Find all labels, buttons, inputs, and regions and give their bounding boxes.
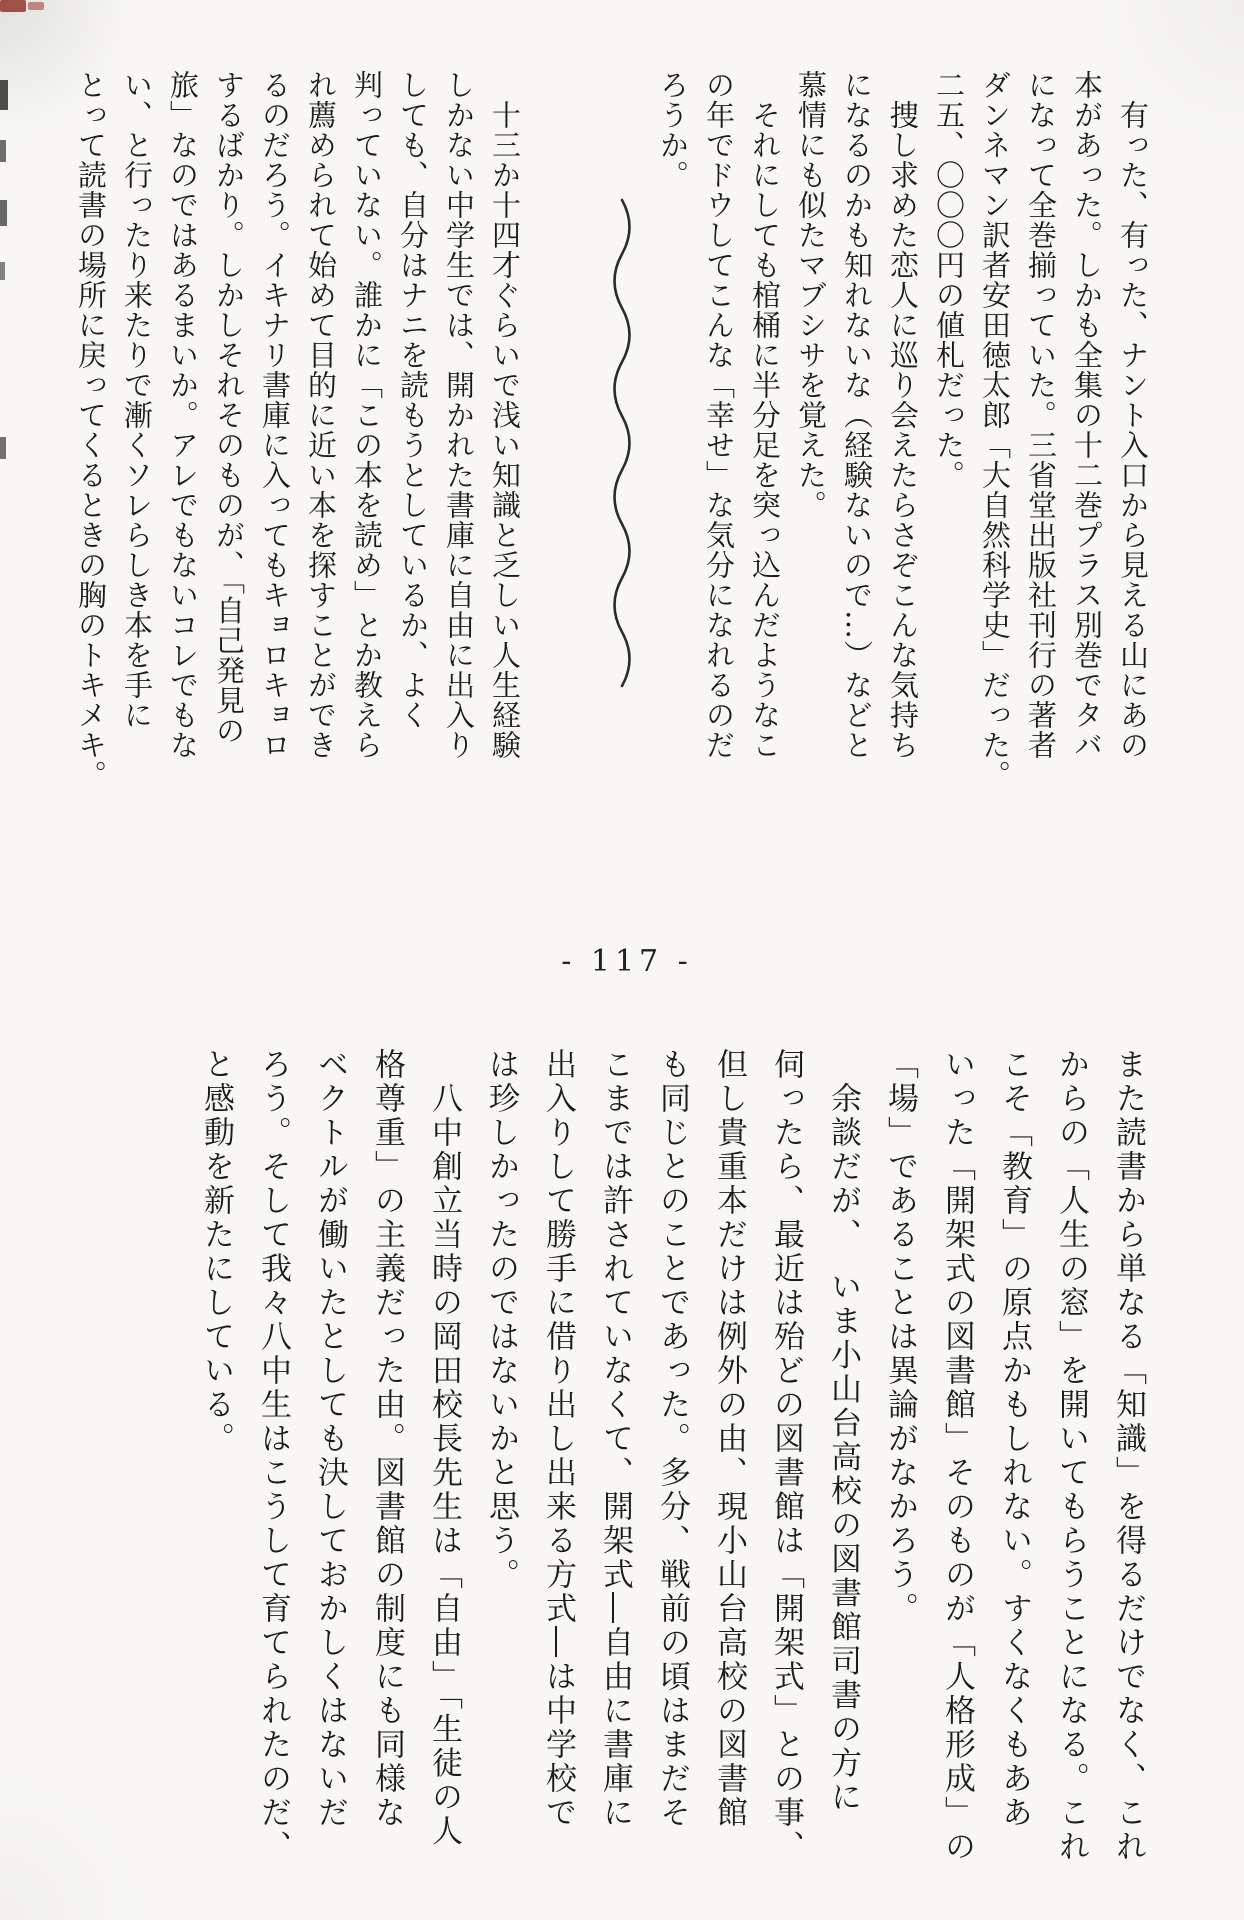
bottom-text-block [187, 1048, 1156, 1912]
text-column: ダンネマン訳者安田徳太郎「大自然科学史」だった。 [978, 70, 1012, 790]
text-column: からの「人生の窓」を開いてもらうことになる。これ [1053, 1048, 1089, 1864]
top-columns-group-1 [650, 70, 1156, 790]
scan-stain [28, 2, 44, 10]
text-column: 格尊重」の主義だった由。図書館の制度にも同様な [369, 1048, 405, 1830]
text-column: 伺ったら、最近は殆どの図書館は「開架式」との事、 [768, 1048, 804, 1864]
text-column: になって全巻揃っていた。三省堂出版社刊行の著者 [1024, 70, 1058, 760]
text-column: 有った、有った、ナント入口から見える山にあの [1116, 70, 1150, 760]
text-column: 出入りして勝手に借り出し出来る方式―は中学校で [540, 1048, 576, 1830]
text-column: 但し貴重本だけは例外の由、現小山台高校の図書館 [711, 1048, 747, 1830]
top-columns-group-2 [68, 70, 528, 790]
scan-edge-mark [0, 200, 7, 226]
section-divider [602, 70, 642, 786]
text-column: の年でドウしてこんな「幸せ」な気分になれるのだ [702, 70, 736, 760]
text-column: 旅」なのではあるまいか。アレでもないコレでもな [166, 70, 200, 760]
text-column: 八中創立当時の岡田校長先生は「自由」「生徒の人 [426, 1048, 462, 1849]
text-column: こまでは許されていなくて、開架式―自由に書庫に [597, 1048, 633, 1830]
text-column: 余談だが、 いま小山台高校の図書館司書の方に [825, 1048, 861, 1815]
scan-edge-mark [0, 437, 6, 459]
scan-edge-mark [0, 80, 8, 110]
text-column: も同じとのことであった。多分、戦前の頃はまだそ [654, 1048, 690, 1830]
text-column: いった「開架式の図書館」そのものが「人格形成」の [939, 1048, 975, 1864]
text-column: こそ「教育」の原点かもしれない。すくなくもああ [996, 1048, 1032, 1830]
text-column: 慕情にも似たマブシサを覚えた。 [794, 70, 828, 520]
page-number: - 117 - [561, 944, 693, 979]
text-column: また読書から単なる「知識」を得るだけでなく、これ [1110, 1048, 1146, 1864]
text-column: それにしても棺桶に半分足を突っ込んだようなこ [748, 70, 782, 760]
text-column: ベクトルが働いたとしても決しておかしくはないだ [312, 1048, 348, 1830]
text-column: とって読書の場所に戻ってくるときの胸のトキメキ。 [74, 70, 108, 790]
scan-edge-mark [0, 262, 5, 280]
text-column: 本があった。しかも全集の十二巻プラス別巻でタバ [1070, 70, 1104, 760]
text-column: ろう。そして我々八中生はこうして育てられたのだ、 [255, 1048, 291, 1864]
text-column: 捜し求めた恋人に巡り会えたらさぞこんな気持ち [886, 70, 920, 760]
scan-edge-mark [0, 140, 6, 162]
text-column: 判っていない。誰かに「この本を読め」とか教えら [350, 70, 384, 760]
text-column: になるのかも知れないな（経験ないので…）などと [840, 70, 874, 760]
bottom-columns-group [187, 1048, 1156, 1912]
text-column: するばかり。しかしそれそのものが、「自己発見の [212, 70, 246, 746]
text-column: しても、自分はナニを読もうとしているか、よく [396, 70, 430, 730]
scan-stain [0, 0, 26, 12]
text-column: 二五、〇〇〇円の値札だった。 [932, 70, 966, 490]
text-column: 十三か十四才ぐらいで浅い知識と乏しい人生経験 [488, 70, 522, 760]
text-column: ろうか。 [656, 70, 690, 190]
top-text-block [68, 70, 1156, 790]
text-column: しかない中学生では、開かれた書庫に自由に出入り [442, 70, 476, 760]
text-column: と感動を新たにしている。 [198, 1048, 234, 1456]
text-column: い、と行ったり来たりで漸くソレらしき本を手に [120, 70, 154, 730]
text-column: は珍しかったのではないかと思う。 [483, 1048, 519, 1592]
text-column: れ薦められて始めて目的に近い本を探すことができ [304, 70, 338, 760]
text-column: るのだろう。イキナリ書庫に入ってもキョロキョロ [258, 70, 292, 760]
wavy-line-icon [606, 198, 638, 693]
text-column: 「場」であることは異論がなかろう。 [882, 1048, 918, 1626]
